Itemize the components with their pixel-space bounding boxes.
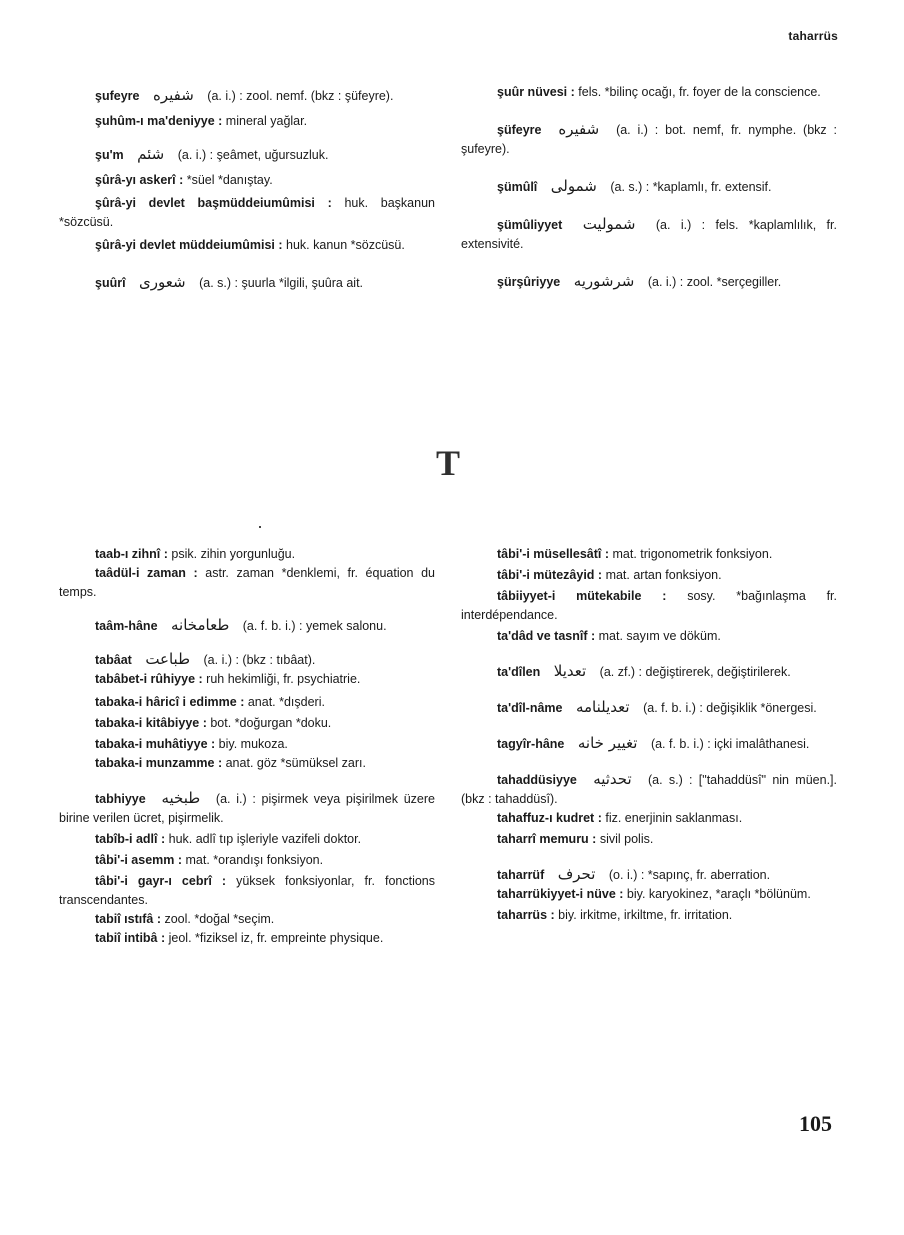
entry-definition: fels. *bilinç ocağı, fr. foyer de la conscience.: [578, 85, 821, 99]
dictionary-entry: [59, 714, 435, 733]
entry-definition: (o. i.) : *sapınç, fr. aberration.: [608, 868, 771, 882]
dictionary-entry: [461, 734, 837, 754]
dictionary-entry: [59, 789, 435, 828]
entry-headword: ta'dâd ve tasnîf :: [497, 629, 596, 643]
entry-definition: (a. i.) : fels. *kaplamlılık, fr. extensivité.: [461, 218, 837, 251]
entry-headword: şüfeyre: [497, 123, 542, 137]
dictionary-entry: [59, 910, 435, 929]
dictionary-entry: [461, 809, 837, 828]
entry-headword: tabâbet-i rûhiyye :: [95, 672, 203, 686]
entry-definition: sivil polis.: [599, 832, 654, 846]
entry-definition: (a. zf.) : değiştirerek, değiştirilerek.: [599, 665, 791, 679]
dictionary-entry: [461, 906, 837, 925]
bottom-right-column: [461, 545, 837, 925]
entry-definition: (a. f. b. i.) : değişiklik *önergesi.: [643, 701, 817, 715]
entry-headword: taharrüs :: [497, 908, 555, 922]
entry-definition: bot. *doğurgan *doku.: [210, 716, 332, 730]
entry-headword: tâbi'-i mütezâyid :: [497, 568, 603, 582]
entry-headword: tabaka-i hâricî i edimme :: [95, 695, 245, 709]
entry-definition: (a. s.) : *kaplamlı, fr. extensif.: [610, 180, 772, 194]
entry-headword: tabaka-i kitâbiyye :: [95, 716, 207, 730]
entry-headword: tabhiyye: [95, 792, 146, 806]
entry-definition: ruh hekimliği, fr. psychiatrie.: [206, 672, 361, 686]
entry-arabic-script: شفيره: [558, 120, 600, 138]
dictionary-entry: [59, 670, 435, 689]
entry-definition: jeol. *fiziksel iz, fr. empreinte physique.: [168, 931, 384, 945]
dictionary-entry: [461, 587, 837, 625]
entry-definition: fiz. enerjinin saklanması.: [605, 811, 743, 825]
entry-headword: şuûr nüvesi :: [497, 85, 575, 99]
entry-definition: mat. trigonometrik fonksiyon.: [612, 547, 773, 561]
bottom-left-column: [59, 545, 435, 948]
entry-headword: tabîb-i adlî :: [95, 832, 166, 846]
entry-headword: taharrükiyyet-i nüve :: [497, 887, 624, 901]
dictionary-entry: [59, 145, 435, 165]
top-left-column: [59, 86, 435, 293]
entry-arabic-script: شفيره: [152, 86, 194, 104]
entry-headword: şuûrî: [95, 276, 126, 290]
dictionary-entry: [461, 215, 837, 254]
dictionary-entry: [461, 885, 837, 904]
entry-headword: tâbi'-i asemm :: [95, 853, 183, 867]
dictionary-entry: [461, 272, 837, 292]
entry-arabic-script: تحدثيه: [593, 770, 632, 788]
entry-headword: taâm-hâne: [95, 619, 158, 633]
dictionary-entry: [59, 616, 435, 636]
dictionary-entry: [59, 754, 435, 773]
entry-arabic-script: طبخيه: [161, 789, 201, 807]
entry-definition: zool. *doğal *seçim.: [164, 912, 275, 926]
dictionary-entry: [59, 194, 435, 232]
entry-headword: şuhûm-ı ma'deniyye :: [95, 114, 223, 128]
entry-definition: (a. i.) : pişirmek veya pişirilmek üzere birine verilen ücret, pişirmelik.: [59, 792, 435, 825]
entry-headword: tabiî intibâ :: [95, 931, 166, 945]
entry-headword: şûrâ-yi devlet müddeiumûmisi :: [95, 238, 283, 252]
entry-definition: astr. zaman *denklemi, fr. équation du temps.: [59, 566, 435, 599]
dictionary-entry: [461, 698, 837, 718]
entry-arabic-script: شمولى: [550, 177, 597, 195]
entry-definition: (a. i.) : şeâmet, uğursuzluk.: [177, 148, 329, 162]
entry-headword: şûrâ-yı askerî :: [95, 173, 184, 187]
entry-definition: (a. f. b. i.) : içki imalâthanesi.: [650, 737, 810, 751]
entry-definition: mineral yağlar.: [225, 114, 308, 128]
entry-definition: (a. s.) : şuurla *ilgili, şuûra ait.: [199, 276, 364, 290]
dictionary-entry: [59, 236, 435, 255]
entry-arabic-script: شئم: [137, 145, 165, 163]
entry-headword: ta'dîl-nâme: [497, 701, 563, 715]
print-speck: [259, 526, 261, 528]
entry-definition: huk. başkanun *sözcüsü.: [59, 196, 435, 229]
dictionary-entry: [461, 662, 837, 682]
dictionary-entry: [461, 627, 837, 646]
entry-arabic-script: شموليت: [582, 215, 636, 233]
top-right-column: [461, 83, 837, 292]
dictionary-entry: [461, 120, 837, 159]
entry-arabic-script: تعديلنامه: [575, 698, 630, 716]
dictionary-entry: [59, 693, 435, 712]
entry-headword: şûrâ-yi devlet başmüddeiumûmisi :: [95, 196, 332, 210]
dictionary-entry: [59, 86, 435, 106]
dictionary-entry: [59, 112, 435, 131]
dictionary-entry: [59, 735, 435, 754]
entry-headword: şu'm: [95, 148, 124, 162]
entry-headword: şümûliyyet: [497, 218, 563, 232]
entry-headword: tâbiiyyet-i mütekabile :: [497, 589, 667, 603]
dictionary-entry: [59, 929, 435, 948]
dictionary-entry: [461, 865, 837, 885]
entry-definition: huk. kanun *sözcüsü.: [286, 238, 405, 252]
entry-definition: anat. *dışderi.: [247, 695, 325, 709]
entry-arabic-script: شرشوريه: [573, 272, 635, 290]
entry-definition: mat. artan fonksiyon.: [605, 568, 722, 582]
entry-headword: ta'dîlen: [497, 665, 541, 679]
entry-definition: (a. i.) : bot. nemf, fr. nymphe. (bkz : şufeyre).: [461, 123, 837, 156]
entry-headword: tâbi'-i gayr-ı cebrî :: [95, 874, 227, 888]
page-number: 105: [799, 1111, 832, 1136]
entry-headword: tabiî ıstıfâ :: [95, 912, 161, 926]
dictionary-entry: [59, 564, 435, 602]
dictionary-entry: [461, 566, 837, 585]
entry-arabic-script: تغيير خانه: [577, 734, 638, 752]
dictionary-entry: [461, 83, 837, 102]
entry-headword: tabaka-i muhâtiyye :: [95, 737, 216, 751]
entry-headword: şufeyre: [95, 89, 140, 103]
dictionary-entry: [59, 171, 435, 190]
entry-arabic-script: تحرف: [557, 865, 596, 883]
entry-definition: huk. adlî tıp işleriyle vazifeli doktor.: [168, 832, 362, 846]
entry-definition: yüksek fonksiyonlar, fr. fonctions transcendantes.: [59, 874, 435, 907]
entry-arabic-script: طعامخانه: [171, 616, 230, 634]
entry-arabic-script: طباعت: [145, 650, 191, 668]
entry-headword: tabâat: [95, 653, 132, 667]
entry-headword: şürşûriyye: [497, 275, 561, 289]
dictionary-entry: [461, 830, 837, 849]
dictionary-entry: [59, 650, 435, 670]
entry-definition: sosy. *bağınlaşma fr. interdépendance.: [461, 589, 837, 622]
entry-definition: (a. i.) : zool. *serçegiller.: [647, 275, 782, 289]
dictionary-entry: [59, 851, 435, 870]
entry-headword: tahaddüsiyye: [497, 773, 577, 787]
dictionary-entry: [461, 177, 837, 197]
entry-headword: tabaka-i munzamme :: [95, 756, 223, 770]
entry-definition: biy. irkitme, irkiltme, fr. irritation.: [558, 908, 733, 922]
dictionary-entry: [59, 872, 435, 910]
entry-headword: tagyîr-hâne: [497, 737, 565, 751]
entry-headword: tâbi'-i müsellesâtî :: [497, 547, 610, 561]
dictionary-entry: [59, 830, 435, 849]
dictionary-entry: [59, 545, 435, 564]
entry-headword: taâdül-i zaman :: [95, 566, 198, 580]
entry-definition: mat. sayım ve döküm.: [598, 629, 721, 643]
entry-definition: psik. zihin yorgunluğu.: [171, 547, 296, 561]
entry-definition: (a. i.) : (bkz : tıbâat).: [203, 653, 316, 667]
entry-definition: biy. mukoza.: [218, 737, 288, 751]
entry-definition: (a. s.) : ["tahaddüsî" nin müen.]. (bkz : tahaddüsî).: [461, 773, 837, 806]
entry-arabic-script: تعديلا: [553, 662, 587, 680]
entry-headword: taab-ı zihnî :: [95, 547, 168, 561]
entry-definition: biy. karyokinez, *araçlı *bölünüm.: [626, 887, 811, 901]
entry-definition: *süel *danıştay.: [186, 173, 273, 187]
dictionary-entry: [461, 770, 837, 809]
section-letter: T: [436, 443, 461, 483]
entry-headword: taharrî memuru :: [497, 832, 597, 846]
entry-arabic-script: شعورى: [139, 273, 186, 291]
entry-definition: (a. f. b. i.) : yemek salonu.: [242, 619, 387, 633]
entry-headword: taharrüf: [497, 868, 545, 882]
dictionary-entry: [461, 545, 837, 564]
entry-definition: (a. i.) : zool. nemf. (bkz : şüfeyre).: [207, 89, 394, 103]
entry-definition: anat. göz *sümüksel zarı.: [225, 756, 366, 770]
entry-headword: tahaffuz-ı kudret :: [497, 811, 602, 825]
running-header: taharrüs: [788, 29, 838, 43]
entry-headword: şümûlî: [497, 180, 538, 194]
entry-definition: mat. *orandışı fonksiyon.: [185, 853, 324, 867]
dictionary-entry: [59, 273, 435, 293]
